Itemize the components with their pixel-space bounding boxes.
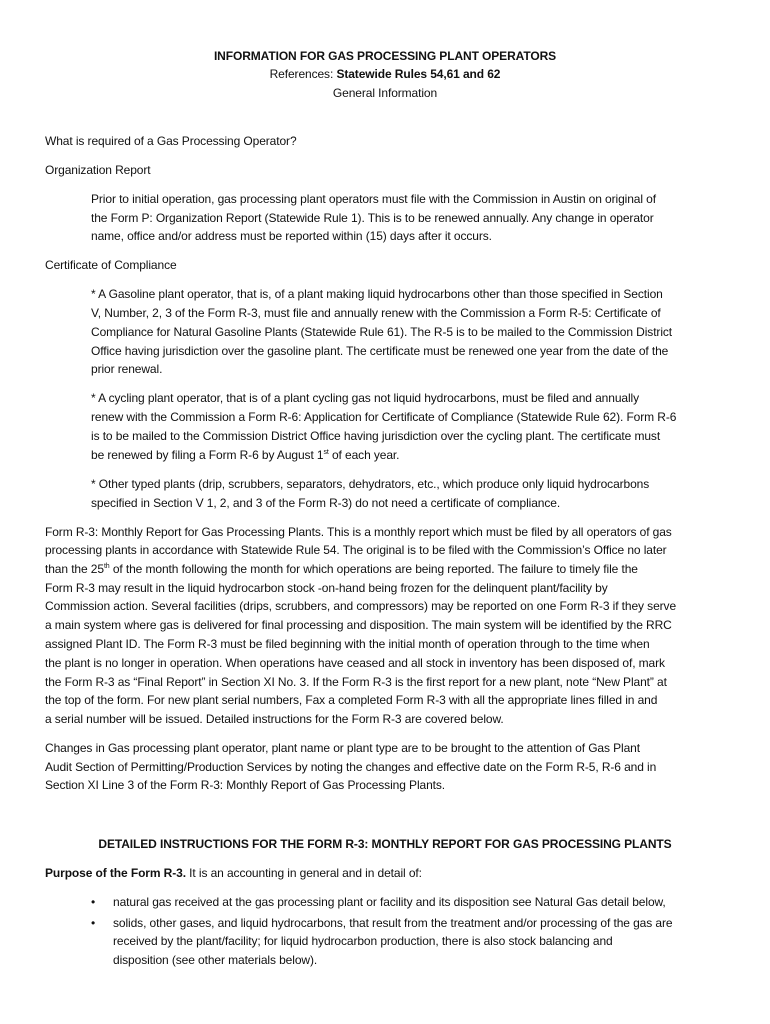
form-r3-line: a serial number will be issued. Detailed instructions for the Form R-3 are covered below. xyxy=(45,712,504,726)
form-r3-line xyxy=(45,562,638,577)
list-item-continued: received by the plant/facility; for liquid hydrocarbon production, there is also stock balancing and xyxy=(113,934,613,948)
references-prefix: References: xyxy=(269,67,337,81)
list-item: solids, other gases, and liquid hydrocarbons, that result from the treatment and/or processing of the gas are xyxy=(113,916,673,930)
form-r3-line-post: of the month following the month for which operations are being reported. The failure to timely file the xyxy=(109,562,638,576)
changes-line: Changes in Gas processing plant operator, plant name or plant type are to be brought to the attention of Gas Plant xyxy=(45,741,640,755)
certificate-heading: Certificate of Compliance xyxy=(45,258,177,272)
changes-line: Section XI Line 3 of the Form R-3: Monthly Report of Gas Processing Plants. xyxy=(45,778,446,792)
form-r3-line: processing plants in accordance with Statewide Rule 54. The original is to be filed with the Commission’s Office no later xyxy=(45,543,667,557)
document-subtitle: General Information xyxy=(332,86,438,100)
references-line xyxy=(0,67,770,82)
gasoline-plant-line: * A Gasoline plant operator, that is, of a plant making liquid hydrocarbons other than those specified in Section xyxy=(91,287,663,301)
question-heading: What is required of a Gas Processing Operator? xyxy=(45,134,297,148)
ordinal-suffix: st xyxy=(323,449,329,456)
cycling-last-pre: be renewed by filing a Form R-6 by August 1 xyxy=(91,448,324,462)
other-plants-line: specified in Section V 1, 2, and 3 of the Form R-3) do not need a certificate of compliance. xyxy=(91,496,561,510)
form-r3-line: Form R-3: Monthly Report for Gas Processing Plants. This is a monthly report which must be filed by all operators of gas xyxy=(45,525,672,539)
form-r3-line: the plant is no longer in operation. When operations have ceased and all stock in inventory has been disposed of, mark xyxy=(45,656,665,670)
organization-report-heading: Organization Report xyxy=(45,163,151,177)
cycling-plant-line: is to be mailed to the Commission District Office having jurisdiction over the cycling plant. The certificate must xyxy=(91,429,661,443)
document-title: INFORMATION FOR GAS PROCESSING PLANT OPERATORS xyxy=(213,49,557,63)
cycling-plant-line xyxy=(91,448,399,463)
purpose-label: Purpose of the Form R-3. xyxy=(45,866,186,880)
purpose-text: It is an accounting in general and in detail of: xyxy=(185,866,422,880)
references-rules: Statewide Rules 54,61 and 62 xyxy=(336,67,501,81)
gasoline-plant-line: prior renewal. xyxy=(91,362,163,376)
form-r3-line-pre: than the 25 xyxy=(45,562,104,576)
list-item-continued: disposition (see other materials below). xyxy=(113,953,318,967)
ordinal-suffix: th xyxy=(103,563,110,570)
form-r3-line: assigned Plant ID. The Form R-3 must be filed beginning with the initial month of operation through to the time when xyxy=(45,637,650,651)
bullet-glyph: • xyxy=(91,895,96,909)
detailed-instructions-heading: DETAILED INSTRUCTIONS FOR THE FORM R-3: MONTHLY REPORT FOR GAS PROCESSING PLANTS xyxy=(98,837,672,851)
gasoline-plant-line: Office having jurisdiction over the gasoline plant. The certificate must be renewed one year from the date of the xyxy=(91,344,669,358)
changes-line: Audit Section of Permitting/Production Services by noting the changes and effective date on the Form R-5, R-6 and in xyxy=(45,760,657,774)
purpose-line xyxy=(45,866,422,881)
form-r3-line: a main system where gas is delivered for final processing and disposition. The main system will be identified by the RRC xyxy=(45,618,672,632)
cycling-plant-line: renew with the Commission a Form R-6: Application for Certificate of Compliance (Statewide Rule 62). Form R-6 xyxy=(91,410,677,424)
gasoline-plant-line: V, Number, 2, 3 of the Form R-3, must file and annually renew with the Commission a Form R-5: Certificate of xyxy=(91,306,661,320)
form-r3-line: the Form R-3 as “Final Report” in Section XI No. 3. If the Form R-3 is the first report for a new plant, note “New Plant” at xyxy=(45,675,667,689)
gasoline-plant-line: Compliance for Natural Gasoline Plants (Statewide Rule 61). The R-5 is to be mailed to the Commission District xyxy=(91,325,673,339)
organization-report-line: Prior to initial operation, gas processing plant operators must file with the Commission in Austin on original of xyxy=(91,192,656,206)
organization-report-line: the Form P: Organization Report (Statewide Rule 1). This is to be renewed annually. Any change in operator xyxy=(91,211,654,225)
form-r3-line: Form R-3 may result in the liquid hydrocarbon stock -on-hand being frozen for the delinquent plant/facility by xyxy=(45,581,608,595)
cycling-plant-line: * A cycling plant operator, that is of a plant cycling gas not liquid hydrocarbons, must be filed and annually xyxy=(91,391,640,405)
organization-report-line: name, office and/or address must be reported within (15) days after it occurs. xyxy=(91,229,492,243)
form-r3-line: Commission action. Several facilities (drips, scrubbers, and compressors) may be reported on one Form R-3 if they serve xyxy=(45,599,677,613)
cycling-last-post: of each year. xyxy=(328,448,400,462)
other-plants-line: * Other typed plants (drip, scrubbers, separators, dehydrators, etc., which produce only liquid hydrocarbons xyxy=(91,477,650,491)
form-r3-line: the top of the form. For new plant serial numbers, Fax a completed Form R-3 with all the appropriate lines filled in and xyxy=(45,693,658,707)
bullet-glyph: • xyxy=(91,916,96,930)
list-item: natural gas received at the gas processing plant or facility and its disposition see Natural Gas detail below, xyxy=(113,895,666,909)
